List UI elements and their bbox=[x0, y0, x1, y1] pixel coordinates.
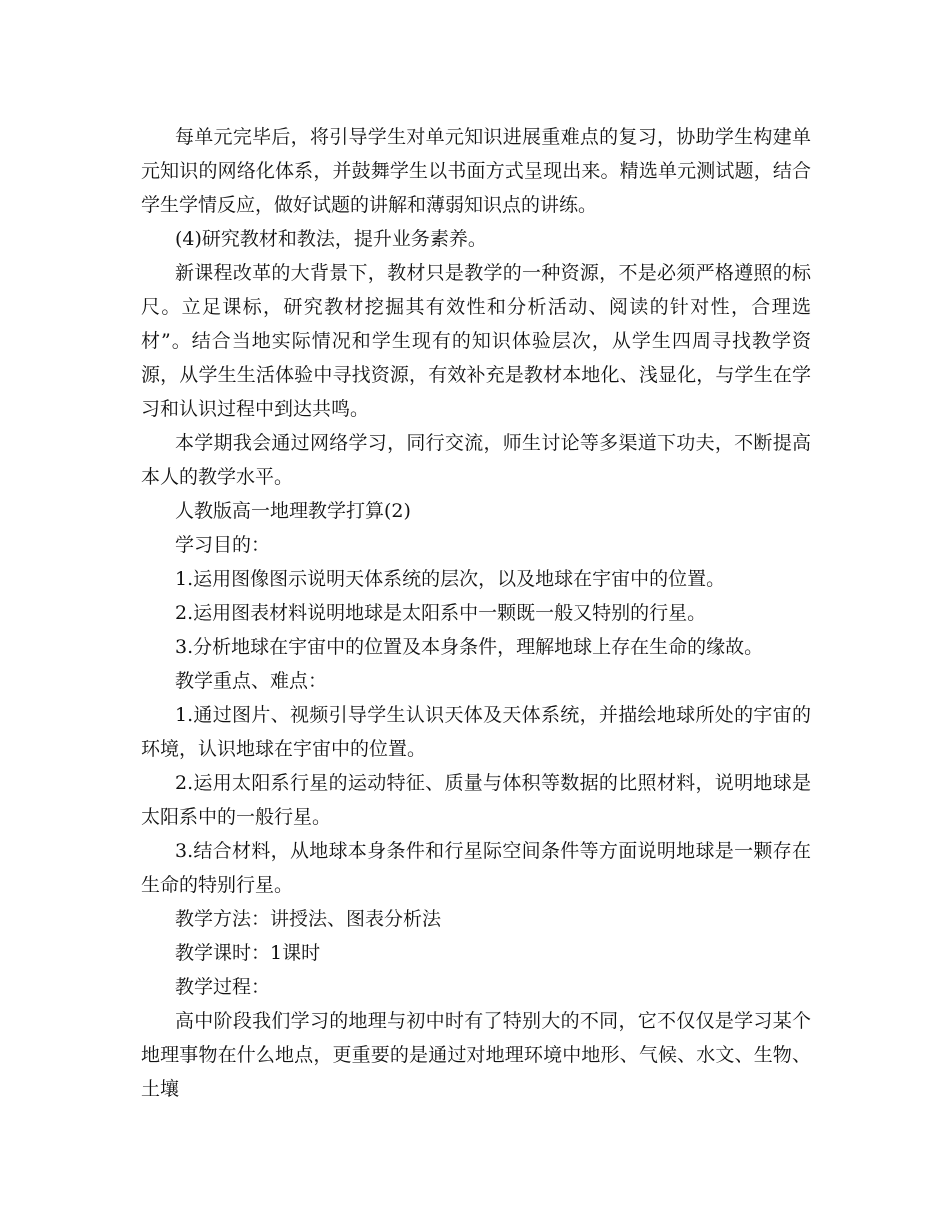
paragraph-heading-research-materials: (4)研究教材和教法，提升业务素养。 bbox=[175, 228, 487, 250]
paragraph-key-point-1: 1.通过图片、视频引导学生认识天体及天体系统，并描绘地球所处的宇宙的环境，认识地球在宇宙中的位置。 bbox=[141, 704, 811, 760]
paragraph-curriculum-reform: 新课程改革的大背景下，教材只是教学的一种资源，不是必须严格遵照的标尺。立足课标，研究教材挖掘其有效性和分析活动、阅读的针对性，合理选材”。结合当地实际情况和学生现有的知识体验层次，从学生四周寻找教学资源，从学生生活体验中寻找资源，有效补充是教材本地化、浅显化，与学生在学习和认识过程中到达共鸣。 bbox=[141, 262, 811, 420]
paragraph-process-intro: 高中阶段我们学习的地理与初中时有了特别大的不同，它不仅仅是学习某个地理事物在什么地点，更重要的是通过对地理环境中地形、气候、水文、生物、土壤 bbox=[141, 1010, 811, 1100]
paragraph-learning-goals-heading: 学习目的： bbox=[175, 534, 271, 556]
paragraph-goal-3: 3.分析地球在宇宙中的位置及本身条件，理解地球上存在生命的缘故。 bbox=[175, 636, 764, 658]
paragraph-plan-title: 人教版高一地理教学打算(2) bbox=[175, 500, 411, 522]
paragraph-unit-review: 每单元完毕后，将引导学生对单元知识进展重难点的复习，协助学生构建单元知识的网络化体系，并鼓舞学生以书面方式呈现出来。精选单元测试题，结合学生学情反应，做好试题的讲解和薄弱知识点的讲练。 bbox=[141, 126, 811, 216]
paragraph-key-point-2: 2.运用太阳系行星的运动特征、质量与体积等数据的比照材料，说明地球是太阳系中的一般行星。 bbox=[141, 772, 811, 828]
paragraph-goal-2: 2.运用图表材料说明地球是太阳系中一颗既一般又特别的行星。 bbox=[175, 602, 707, 624]
paragraph-key-points-heading: 教学重点、难点： bbox=[175, 670, 328, 692]
paragraph-key-point-3: 3.结合材料，从地球本身条件和行星际空间条件等方面说明地球是一颗存在生命的特别行星。 bbox=[141, 840, 811, 896]
paragraph-teaching-methods: 教学方法：讲授法、图表分析法 bbox=[175, 908, 442, 930]
paragraph-class-hours: 教学课时：1课时 bbox=[175, 942, 321, 964]
document-page bbox=[141, 120, 811, 1106]
paragraph-process-heading: 教学过程： bbox=[175, 976, 271, 998]
paragraph-self-improvement: 本学期我会通过网络学习，同行交流，师生讨论等多渠道下功夫，不断提高本人的教学水平。 bbox=[141, 432, 811, 488]
paragraph-goal-1: 1.运用图像图示说明天体系统的层次，以及地球在宇宙中的位置。 bbox=[175, 568, 726, 590]
